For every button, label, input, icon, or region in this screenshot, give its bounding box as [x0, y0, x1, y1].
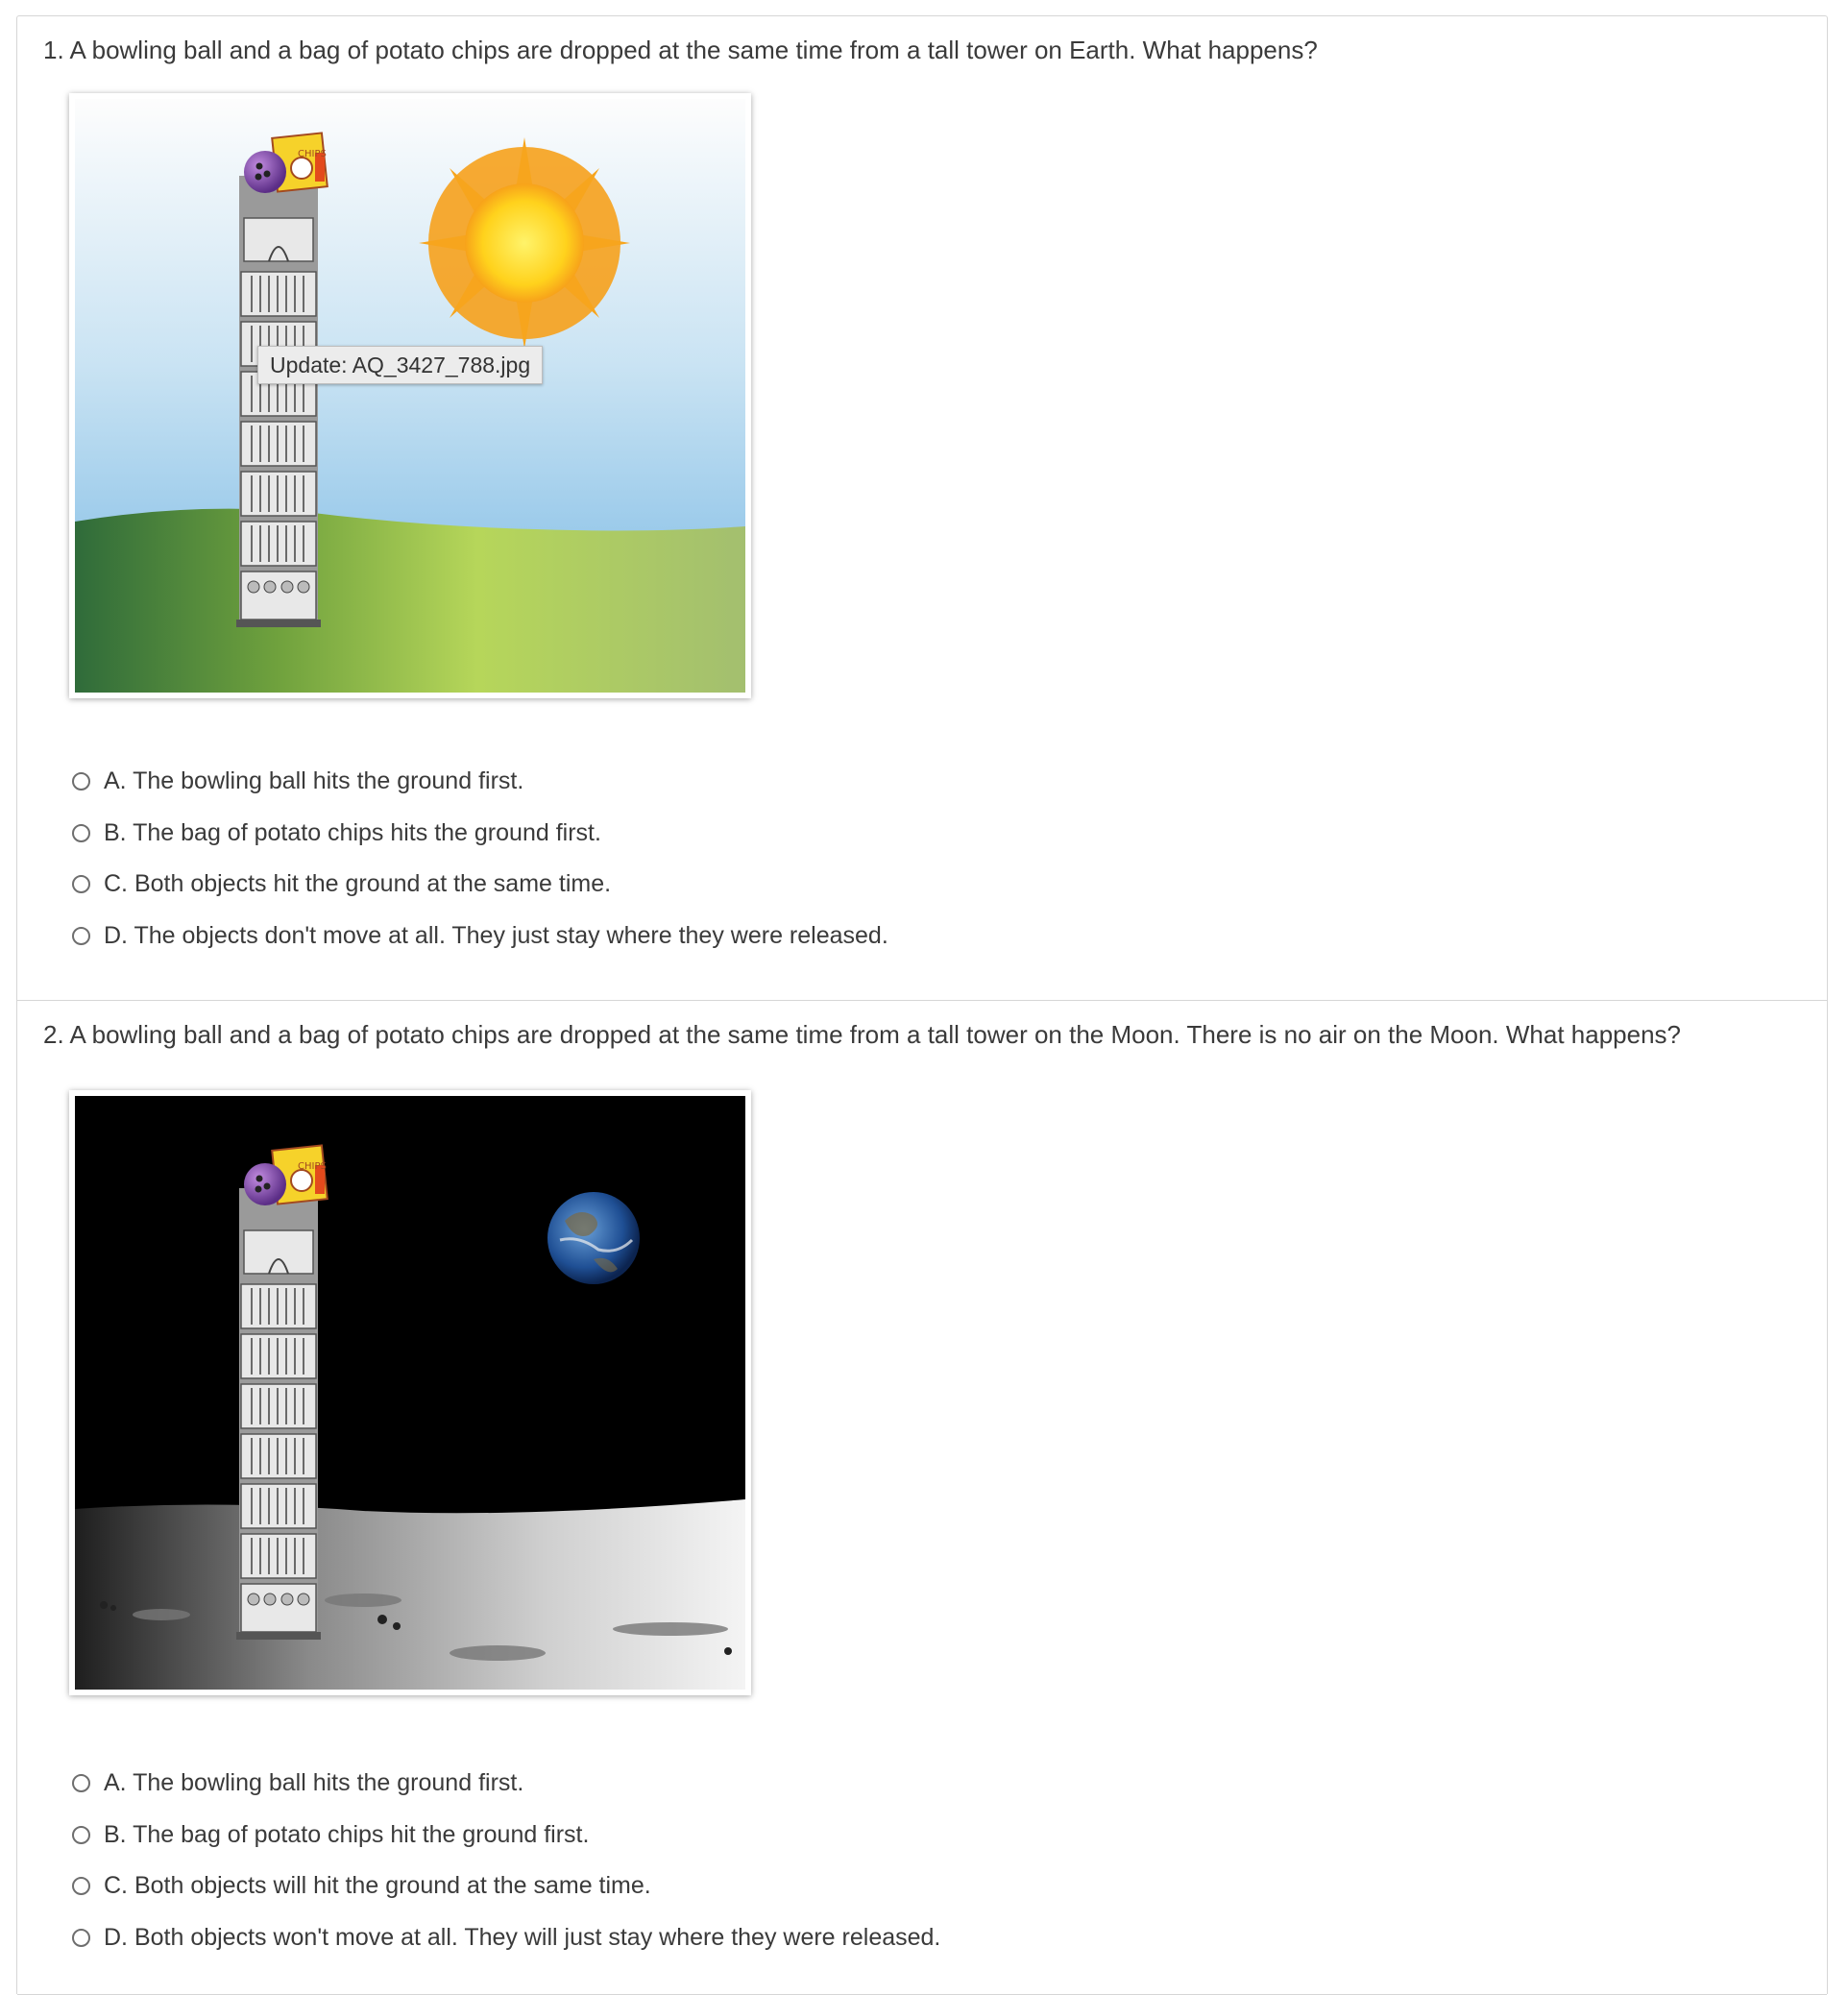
earth-tower-illustration [75, 99, 745, 693]
radio-button[interactable] [72, 1826, 90, 1844]
question-image-earth [69, 93, 751, 698]
question-2 [17, 1001, 1827, 1995]
question-1 [17, 16, 1827, 1001]
answer-options [72, 756, 888, 961]
option-label: A. The bowling ball hits the ground first. [104, 767, 524, 795]
question-image-moon [69, 1090, 751, 1695]
option-d[interactable] [72, 1912, 940, 1964]
radio-button[interactable] [72, 1929, 90, 1947]
option-label: D. The objects don't move at all. They just stay where they were released. [104, 921, 888, 949]
radio-button[interactable] [72, 1774, 90, 1792]
option-c[interactable] [72, 1861, 940, 1912]
moon-tower-illustration [75, 1096, 745, 1690]
option-c[interactable] [72, 859, 888, 911]
radio-button[interactable] [72, 927, 90, 945]
option-d[interactable] [72, 911, 888, 962]
answer-options [72, 1758, 940, 1963]
svg-text:CHIPS: CHIPS [298, 1161, 327, 1172]
option-b[interactable] [72, 808, 888, 860]
svg-text:CHIPS: CHIPS [298, 149, 327, 159]
option-label: D. Both objects won't move at all. They will just stay where they were released. [104, 1923, 941, 1951]
radio-button[interactable] [72, 875, 90, 893]
radio-button[interactable] [72, 1877, 90, 1895]
question-text: 1. A bowling ball and a bag of potato chips are dropped at the same time from a tall tower on Earth. What happens? [43, 36, 1318, 64]
quiz-container [16, 15, 1828, 1994]
option-label: B. The bag of potato chips hit the ground first. [104, 1820, 590, 1848]
option-label: B. The bag of potato chips hits the ground first. [104, 818, 601, 846]
tower-graphic [236, 176, 321, 627]
option-b[interactable] [72, 1810, 940, 1861]
option-a[interactable] [72, 1758, 940, 1810]
question-text: 2. A bowling ball and a bag of potato chips are dropped at the same time from a tall tower on the Moon. There is no air on the Moon. What happens? [43, 1020, 1682, 1049]
option-a[interactable] [72, 756, 888, 808]
radio-button[interactable] [72, 824, 90, 842]
image-update-tooltip: Update: AQ_3427_788.jpg [257, 346, 543, 384]
earth-icon [547, 1192, 640, 1284]
radio-button[interactable] [72, 772, 90, 791]
tower-graphic [236, 1188, 321, 1640]
option-label: C. Both objects will hit the ground at the same time. [104, 1872, 651, 1900]
option-label: C. Both objects hit the ground at the same time. [104, 870, 612, 898]
option-label: A. The bowling ball hits the ground first. [104, 1769, 524, 1797]
